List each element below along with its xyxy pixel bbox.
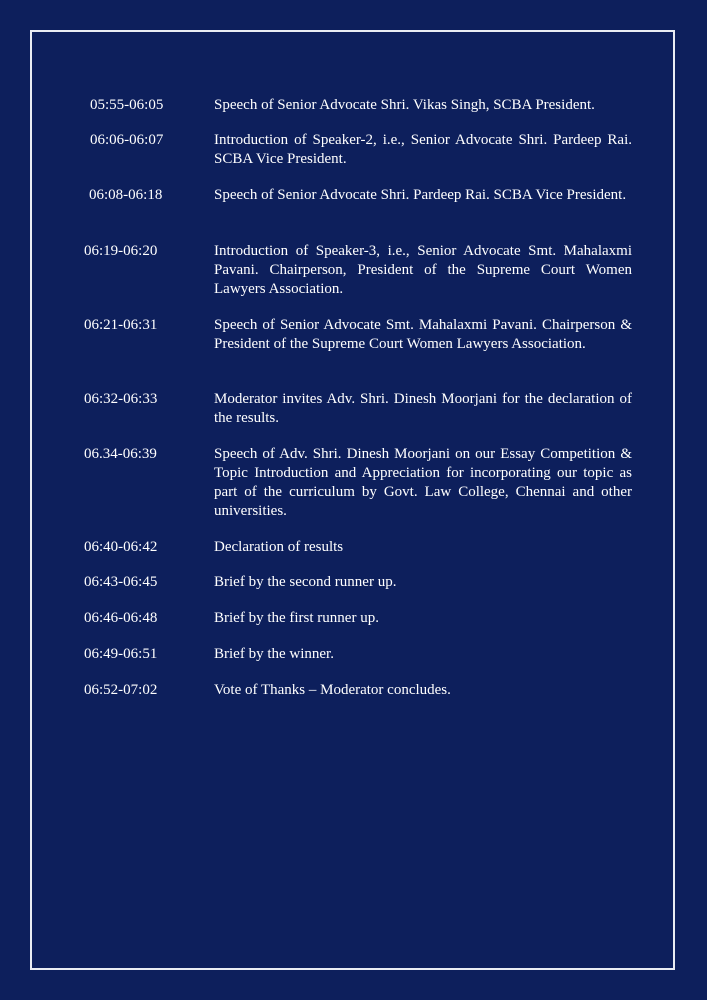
schedule-time: 06:19-06:20 [84,243,158,259]
schedule-time: 06:06-06:07 [90,132,164,148]
schedule-description: Introduction of Speaker-2, i.e., Senior Advocate Shri. Pardeep Rai. SCBA Vice President. [214,132,632,167]
schedule-description: Speech of Senior Advocate Shri. Vikas Singh, SCBA President. [214,97,595,113]
schedule-description: Brief by the second runner up. [214,574,397,590]
schedule-description: Declaration of results [214,539,344,555]
schedule-description: Speech of Senior Advocate Smt. Mahalaxmi Pavani. Chairperson & President of the Supreme Court Women Lawyers Association. [214,317,632,352]
schedule-time: 06:46-06:48 [84,610,158,626]
schedule-description: Brief by the first runner up. [214,610,379,626]
schedule-description: Speech of Adv. Shri. Dinesh Moorjani on our Essay Competition & Topic Introduction and Appreciation for incorporating our topic as part of the curriculum by Govt. Law College, Chennai and other universities. [214,446,632,519]
schedule-time: 06:43-06:45 [84,574,158,590]
schedule-time: 06:21-06:31 [84,317,158,333]
schedule-time: 06:40-06:42 [84,539,158,555]
schedule-time: 06:08-06:18 [89,187,163,203]
schedule-description: Introduction of Speaker-3, i.e., Senior Advocate Smt. Mahalaxmi Pavani. Chairperson, President of the Supreme Court Women Lawyers Association. [214,243,632,297]
schedule-description: Vote of Thanks – Moderator concludes. [214,682,451,698]
schedule-description: Moderator invites Adv. Shri. Dinesh Moorjani for the declaration of the results. [214,391,632,426]
schedule-time: 05:55-06:05 [90,97,164,113]
schedule-time: 06.34-06:39 [84,446,157,462]
schedule-time: 06:32-06:33 [84,391,158,407]
schedule-time: 06:52-07:02 [84,682,158,698]
schedule-description: Brief by the winner. [214,646,334,662]
schedule-description: Speech of Senior Advocate Shri. Pardeep Rai. SCBA Vice President. [214,187,627,203]
schedule-time: 06:49-06:51 [84,646,158,662]
